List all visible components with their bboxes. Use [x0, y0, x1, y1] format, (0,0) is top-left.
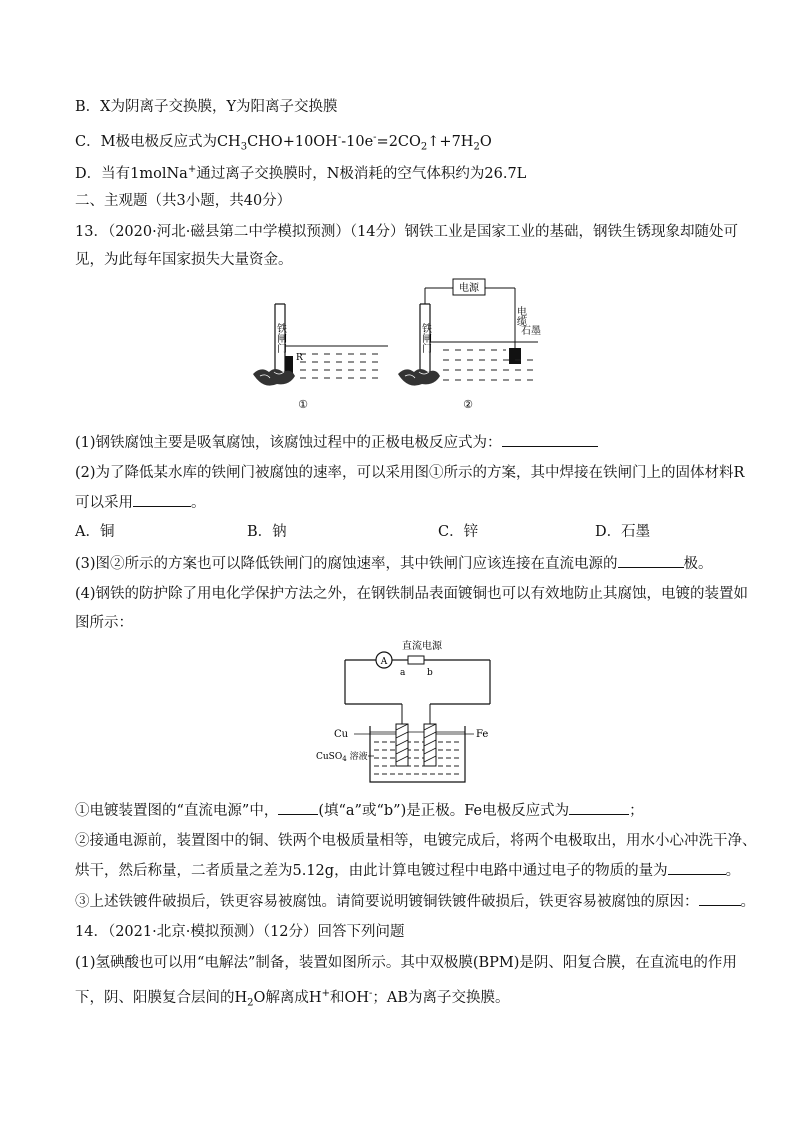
q13-part4-line2: 图所示：	[75, 615, 133, 631]
answer-blank-5[interactable]	[569, 800, 629, 815]
fig3-meter-label: A	[380, 657, 388, 667]
fig1-r-label: R	[296, 353, 303, 363]
fig3-fe-label: Fe	[476, 729, 489, 740]
answer-blank-3[interactable]	[618, 553, 684, 568]
q13-part1: (1)钢铁腐蚀主要是吸氧腐蚀，该腐蚀过程中的正极电极反应式为：	[75, 432, 598, 453]
q14-intro: 14．（2021·北京·模拟预测）（12分）回答下列问题	[75, 924, 405, 940]
fig2-graphite-block	[509, 348, 521, 364]
q14-part1-line1: (1)氢碘酸也可以用“电解法”制备，装置如图所示。其中双极膜(BPM)是阴、阳复合膜，在直流电的作用	[75, 955, 737, 971]
fig1-number: ①	[298, 398, 308, 411]
figure-electroplating	[316, 632, 510, 792]
q13-intro-line1: 13．（2020·河北·磁县第二中学模拟预测）（14分）钢铁工业是国家工业的基础，钢铁生锈现象却随处可	[75, 224, 739, 240]
choice-a[interactable]: A．铜	[75, 524, 115, 540]
option-c: C．M极电极反应式为$CH_3CHO+10OH^--10e^-=2CO_2↑+7H_2O$	[75, 132, 492, 153]
q13-sub2-line2: 烘干，然后称量，二者质量之差为5.12g，由此计算电镀过程中电路中通过电子的物质的量为 。	[75, 860, 740, 881]
figure-iron-gate	[238, 276, 558, 418]
answer-blank-7[interactable]	[699, 891, 741, 906]
fig2-graphite-label: 石墨	[521, 326, 541, 337]
fig2-cable-label: 电缆	[514, 306, 526, 326]
fig2-power-label: 电源	[459, 283, 479, 294]
answer-blank-6[interactable]	[668, 860, 726, 875]
choice-c[interactable]: C．锌	[438, 524, 479, 540]
power-source-box	[408, 656, 424, 664]
fig3-source-label: 直流电源	[402, 641, 442, 652]
q13-sub3: ③上述铁镀件破损后，铁更容易被腐蚀。请简要说明镀铜铁镀件破损后，铁更容易被腐蚀的原因： 。	[75, 891, 755, 912]
fig2-gate-label: 铁闸门	[419, 323, 431, 353]
q13-part3: (3)图②所示的方案也可以降低铁闸门的腐蚀速率，其中铁闸门应该连接在直流电源的 极。	[75, 553, 713, 574]
option-d: D．当有1molNa+通过离子交换膜时，N极消耗的空气体积约为26.7L	[75, 164, 527, 182]
q13-part2-line1: (2)为了降低某水库的铁闸门被腐蚀的速率，可以采用图①所示的方案，其中焊接在铁闸门上的固体材料R	[75, 465, 745, 481]
answer-blank-4[interactable]	[278, 800, 318, 815]
choice-d[interactable]: D．石墨	[595, 524, 651, 540]
figure-2	[398, 279, 541, 411]
answer-blank-2[interactable]	[133, 492, 191, 507]
fig3-cu-label: Cu	[334, 729, 349, 740]
fig3-solution-label: CuSO$_4$ 溶液	[316, 752, 368, 763]
fig3-terminal-b: b	[427, 668, 433, 678]
figure-1	[253, 304, 388, 411]
fig3-terminal-a: a	[400, 668, 406, 678]
choice-b[interactable]: B．钠	[247, 524, 287, 540]
fig2-number: ②	[463, 398, 473, 411]
q13-sub1: ①电镀装置图的“直流电源”中， (填“a”或“b”)是正极。Fe电极反应式为 ；	[75, 800, 644, 821]
answer-blank-1[interactable]	[502, 432, 598, 447]
option-b: B．X为阴离子交换膜，Y为阳离子交换膜	[75, 99, 338, 115]
q13-part2-line2: 可以采用 。	[75, 492, 206, 513]
q13-sub2-line1: ②接通电源前，装置图中的铜、铁两个电极质量相等，电镀完成后，将两个电极取出，用水小心冲洗干净、	[75, 833, 757, 849]
q13-part4-line1: (4)钢铁的防护除了用电化学保护方法之外，在钢铁制品表面镀铜也可以有效地防止其腐蚀，电镀的装置如	[75, 586, 749, 602]
section-heading: 二、主观题（共3小题，共40分）	[75, 193, 292, 209]
q14-part1-line2: 下，阴、阳膜复合层间的$H_2O$解离成H+和OH-；AB为离子交换膜。	[75, 988, 510, 1009]
q13-intro-line2: 见，为此每年国家损失大量资金。	[75, 252, 293, 268]
fig1-gate-label: 铁闸门	[274, 323, 286, 353]
